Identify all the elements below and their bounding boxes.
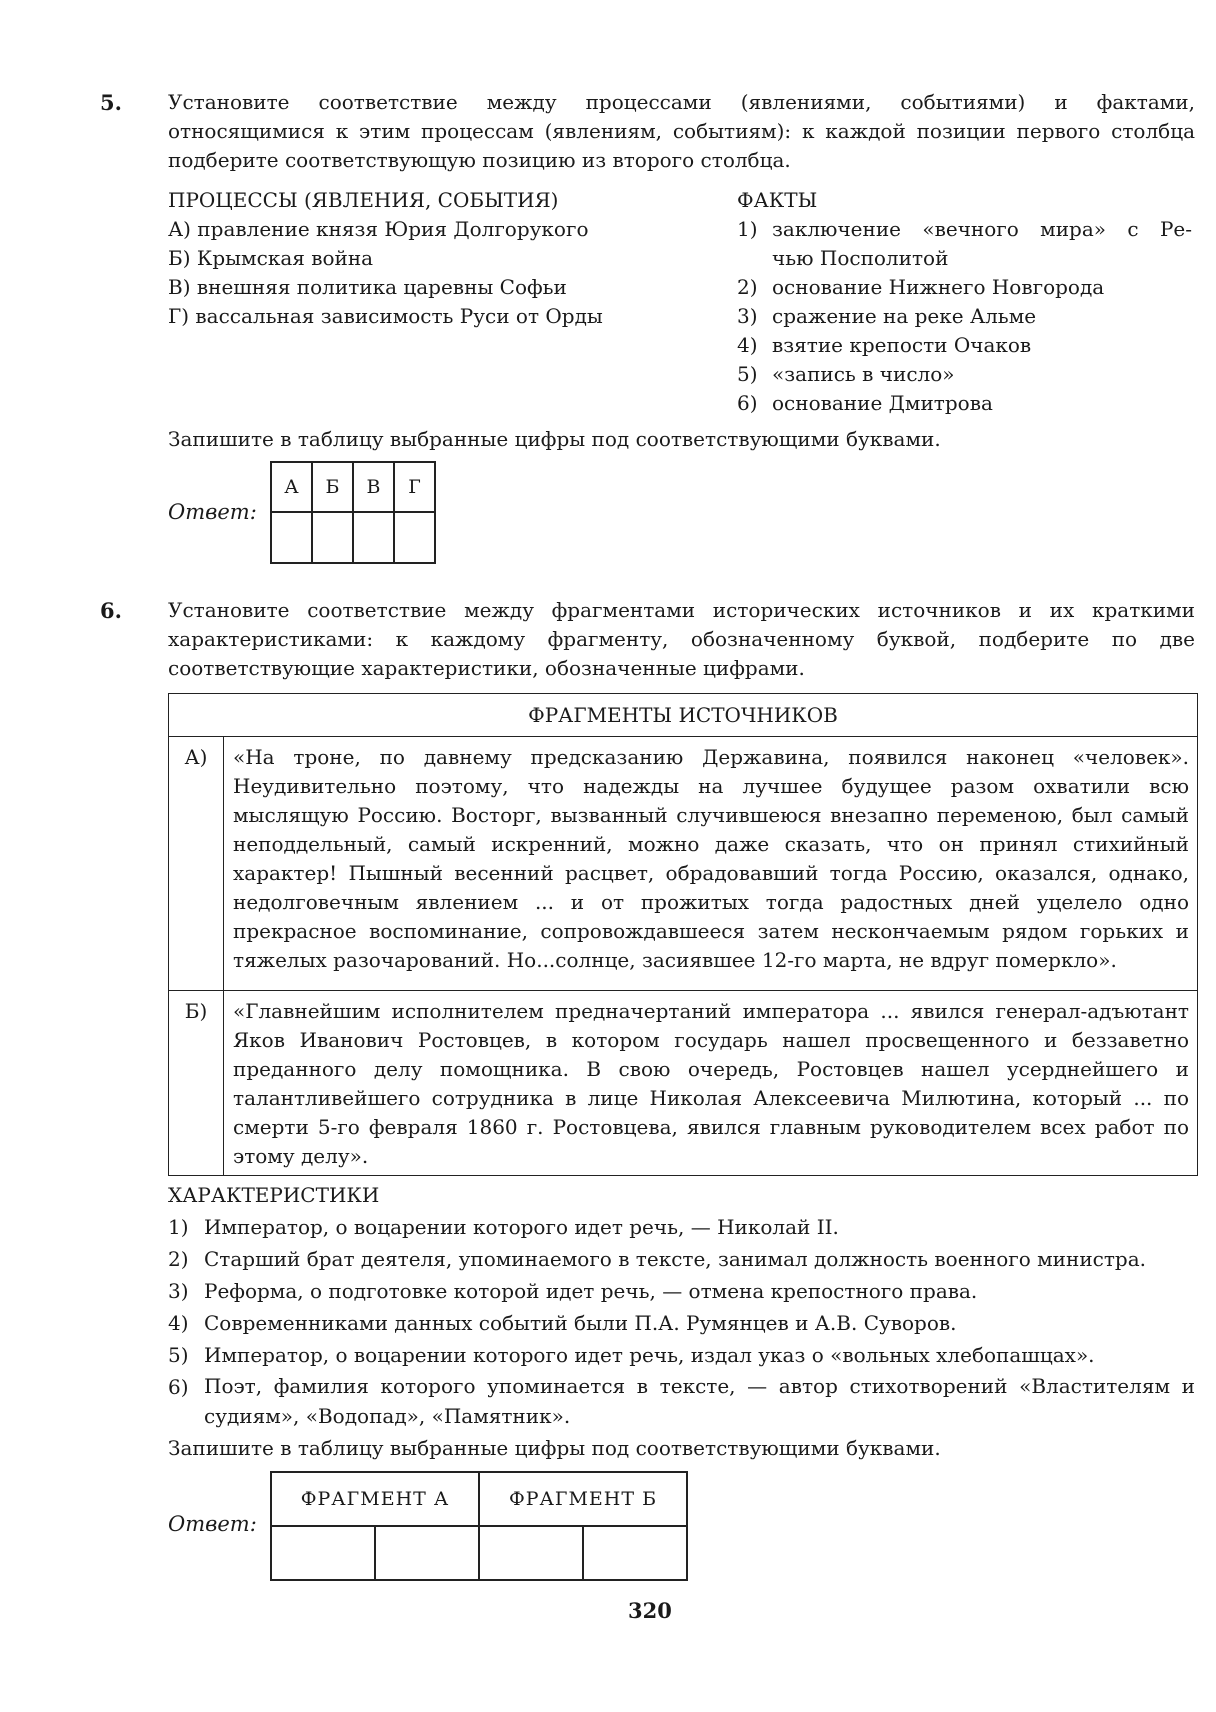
answer-cell-a1[interactable] xyxy=(271,1526,375,1580)
characteristic-number: 4) xyxy=(168,1311,189,1335)
task6-answer-grid xyxy=(270,1471,688,1581)
grid-header-fragment-a: ФРАГМЕНТ А xyxy=(271,1472,479,1526)
fact-text: «запись в число» xyxy=(772,362,955,386)
grid-header-fragment-b: ФРАГМЕНТ Б xyxy=(479,1472,687,1526)
task5-intro: Установите соответствие между процессами (явлениями, событиями) и фактами, относящимися к этим процессам (явлениям, событиям): к каждой позиции первого столбца подберите соответствующую позицию из второго столбца. xyxy=(168,90,1195,172)
task5-answer-label: Ответ: xyxy=(168,500,257,524)
answer-cell-g[interactable] xyxy=(394,512,435,563)
characteristic-text: Поэт, фамилия которого упоминается в тексте, — автор стихотворений «Властителям и судиям», «Водопад», «Памятник». xyxy=(204,1374,1195,1428)
fact-text-continued: чью Посполитой xyxy=(772,246,949,270)
fact-number: 2) xyxy=(737,275,758,299)
fragments-table-header: ФРАГМЕНТЫ ИСТОЧНИКОВ xyxy=(169,694,1197,737)
fact-number: 3) xyxy=(737,304,758,328)
page-number: 320 xyxy=(628,1598,672,1623)
fact-text: заключение «вечного мира» с Ре- xyxy=(772,217,1192,241)
task6-number: 6. xyxy=(100,598,122,623)
grid-letter-b: Б xyxy=(312,462,353,512)
grid-letter-v: В xyxy=(353,462,394,512)
fact-text: основание Нижнего Новгорода xyxy=(772,275,1105,299)
fragment-letter: А) xyxy=(169,737,224,990)
fact-number: 6) xyxy=(737,391,758,415)
answer-cell-b2[interactable] xyxy=(583,1526,687,1580)
answer-cell-a2[interactable] xyxy=(375,1526,479,1580)
fragment-text: «На троне, по давнему предсказанию Державина, появился наконец «человек». Неудивительно поэтому, что надежды на лучшее будущее разом охватили всю мыслящую Россию. Восторг, вызванный случившеюся внезапно переменою, был самый неподдельный, самый искренний, можно даже сказать, что он принял стихийный характер! Пышный весенний расцвет, обрадовавший тогда Россию, оказался, однако, недолговечным явлением ... и от прожитых тогда радостных дней уцелело одно прекрасное воспоминание, сопровождавшееся затем нескончаемым рядом горьких и тяжелых разочарований. Но...солнце, засиявшее 12-го марта, не вдруг померкло». xyxy=(233,745,1189,972)
characteristic-number: 6) xyxy=(168,1375,189,1399)
processes-header: ПРОЦЕССЫ (ЯВЛЕНИЯ, СОБЫТИЯ) xyxy=(168,188,559,212)
characteristic-number: 1) xyxy=(168,1215,189,1239)
fact-text: сражение на реке Альме xyxy=(772,304,1037,328)
characteristic-text: Старший брат деятеля, упоминаемого в тексте, занимал должность военного министра. xyxy=(204,1247,1147,1271)
fact-number: 5) xyxy=(737,362,758,386)
answer-cell-v[interactable] xyxy=(353,512,394,563)
task6-answer-label: Ответ: xyxy=(168,1512,257,1536)
fact-text: взятие крепости Очаков xyxy=(772,333,1032,357)
characteristic-text: Император, о воцарении которого идет речь, издал указ о «вольных хлебопашцах». xyxy=(204,1343,1095,1367)
grid-letter-g: Г xyxy=(394,462,435,512)
characteristic-text: Император, о воцарении которого идет речь, — Николай II. xyxy=(204,1215,839,1239)
task5-instruction: Запишите в таблицу выбранные цифры под соответствующими буквами. xyxy=(168,427,941,451)
task5-number: 5. xyxy=(100,90,122,115)
fragment-text: «Главнейшим исполнителем предначертаний императора ... явился генерал-адъютант Яков Иванович Ростовцев, в котором государь нашел просвещенного и беззаветно преданного делу помощника. В свою очередь, Ростовцев нашел усерднейшего и талантливейшего сотрудника в лице Николая Алексеевича Милютина, который ... по смерти 5-го февраля 1860 г. Ростовцева, явился главным руководителем всех работ по этому делу». xyxy=(233,999,1189,1168)
process-item: Г) вассальная зависимость Руси от Орды xyxy=(168,304,603,328)
grid-letter-a: А xyxy=(271,462,312,512)
fragment-row-b xyxy=(169,991,1197,1175)
characteristics-header: ХАРАКТЕРИСТИКИ xyxy=(168,1183,380,1207)
characteristic-text: Современниками данных событий были П.А. Румянцев и А.В. Суворов. xyxy=(204,1311,957,1335)
facts-header: ФАКТЫ xyxy=(737,188,818,212)
characteristic-number: 2) xyxy=(168,1247,189,1271)
process-item: В) внешняя политика царевны Софьи xyxy=(168,275,567,299)
fragments-table xyxy=(168,693,1198,1176)
characteristic-number: 5) xyxy=(168,1343,189,1367)
process-item: А) правление князя Юрия Долгорукого xyxy=(168,217,589,241)
fact-number: 1) xyxy=(737,217,758,241)
answer-cell-b[interactable] xyxy=(312,512,353,563)
characteristic-text: Реформа, о подготовке которой идет речь, — отмена крепостного права. xyxy=(204,1279,978,1303)
answer-cell-a[interactable] xyxy=(271,512,312,563)
answer-cell-b1[interactable] xyxy=(479,1526,583,1580)
task6-instruction: Запишите в таблицу выбранные цифры под соответствующими буквами. xyxy=(168,1436,941,1460)
process-item: Б) Крымская война xyxy=(168,246,374,270)
characteristic-number: 3) xyxy=(168,1279,189,1303)
fragment-letter: Б) xyxy=(169,991,224,1175)
task6-intro: Установите соответствие между фрагментами исторических источников и их краткими характеристиками: к каждому фрагменту, обозначенному буквой, подберите по две соответствующие характеристики, обозначенные цифрами. xyxy=(168,598,1195,680)
fragment-row-a xyxy=(169,737,1197,991)
fact-text: основание Дмитрова xyxy=(772,391,993,415)
task5-answer-grid xyxy=(270,461,436,564)
fact-number: 4) xyxy=(737,333,758,357)
